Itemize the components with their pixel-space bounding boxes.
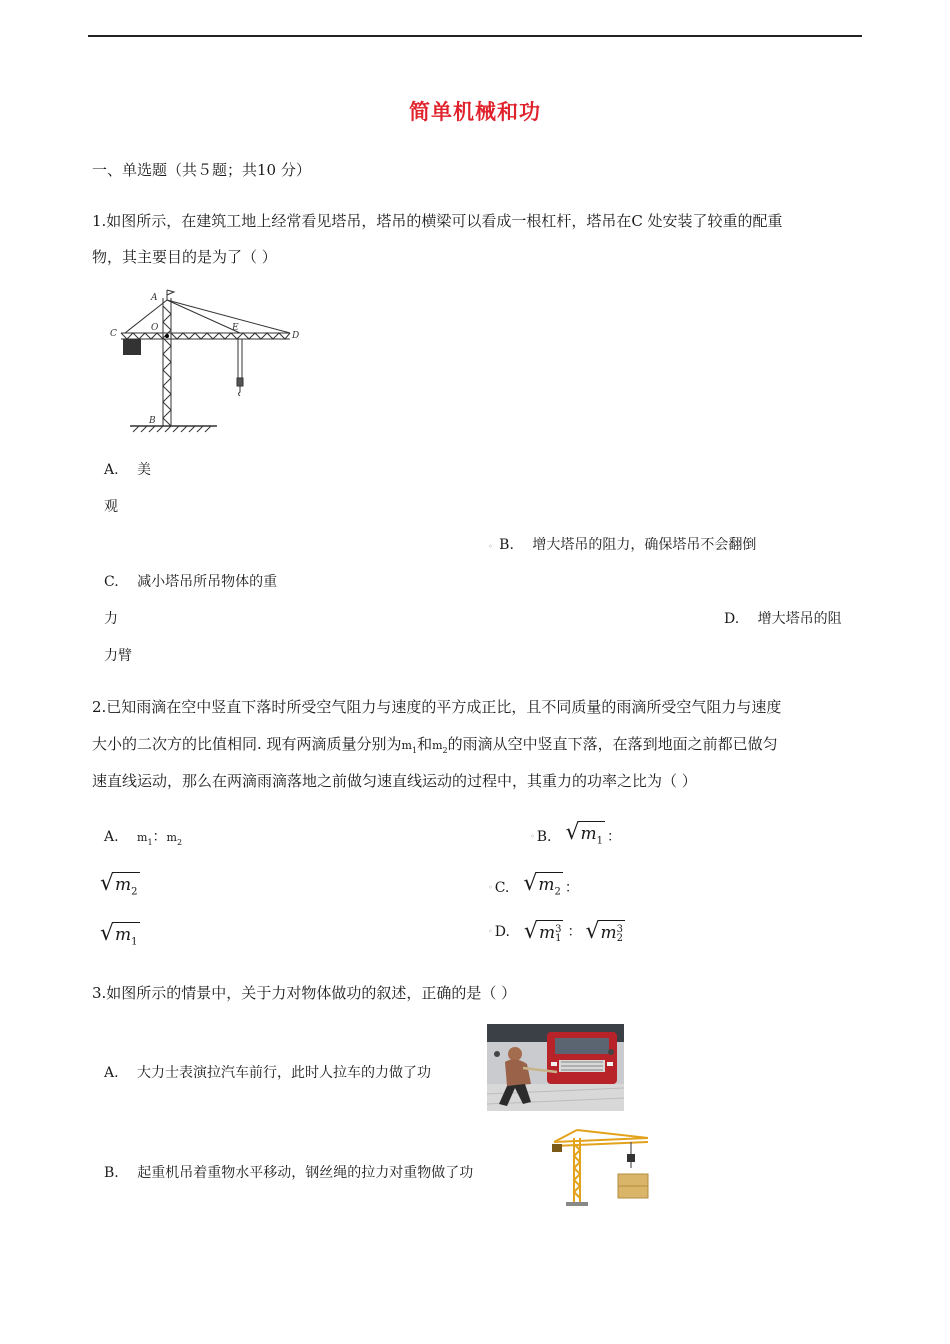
option-m1: m <box>137 831 148 844</box>
sqrt-m2: √ $m_2$ <box>523 872 563 903</box>
q1-stem-line2: 物，其主要目的是为了（ ） <box>92 248 277 266</box>
q1-option-d-wrap: 力臂 <box>104 648 132 664</box>
q1-option-b[interactable] <box>488 535 756 557</box>
sqrt-sub: 2 <box>131 886 138 898</box>
option-marker-icon: ◦ <box>530 831 535 841</box>
q2-stem-text: 的雨滴从空中竖直下落，在落到地面之前都已做匀 <box>447 735 778 753</box>
option-marker-icon: ◦ <box>488 882 493 892</box>
label-e: E <box>232 323 239 333</box>
sqrt-m1: √ $m_1$ <box>100 922 140 953</box>
q2-m1-sub: 1 <box>411 746 418 755</box>
option-label: D. <box>494 924 510 940</box>
option-m2: m <box>166 831 177 844</box>
sqrt-sub: 1 <box>555 932 562 944</box>
option-text: 美 <box>137 462 152 478</box>
sqrt-sub: 1 <box>596 835 603 847</box>
sqrt-m: m <box>600 923 617 943</box>
label-b: B <box>149 416 156 426</box>
sqrt-m: m <box>115 875 132 895</box>
option-label: D. <box>724 611 740 627</box>
q2-m2-sub: 2 <box>442 746 448 755</box>
q2-m2: m <box>432 739 443 752</box>
q2-option-c[interactable] <box>488 872 579 903</box>
option-label: B. <box>104 1165 119 1181</box>
option-text: 减小塔吊所吊物体的重 <box>137 574 278 590</box>
q1-stem-line1: 1.如图所示，在建筑工地上经常看见塔吊，塔吊的横梁可以看成一根杠杆，塔吊在C 处安装了较重的配重 <box>92 212 783 230</box>
label-a: A <box>151 293 158 303</box>
sqrt-m: m <box>538 875 555 895</box>
option-colon: ： <box>152 829 167 845</box>
q2-and: 和 <box>417 735 433 753</box>
sqrt-sup: 3 <box>555 923 562 935</box>
option-text: 增大塔吊的阻 <box>757 611 842 627</box>
sqrt-sub: 2 <box>554 886 561 898</box>
option-text: 起重机吊着重物水平移动，钢丝绳的拉力对重物做了功 <box>137 1165 474 1181</box>
crane-moving-box-image <box>546 1128 651 1210</box>
option-text: 增大塔吊的阻力，确保塔吊不会翻倒 <box>532 537 757 553</box>
option-label: A. <box>104 829 119 845</box>
sqrt-m1: √ $m_1$ <box>565 821 605 852</box>
page-title: 简单机械和功 <box>409 99 541 124</box>
sqrt-m2-cubed: √ m 3 2 <box>585 919 623 944</box>
q1-option-a-wrap: 观 <box>104 499 118 515</box>
q2-option-a[interactable] <box>104 827 182 853</box>
option-label: C. <box>104 574 119 590</box>
q3-stem: 3.如图所示的情景中，关于力对物体做功的叙述，正确的是（ ） <box>92 984 517 1002</box>
q1-option-a[interactable] <box>104 460 151 480</box>
q2-m1: m <box>401 739 412 752</box>
q1-option-c[interactable] <box>104 572 277 592</box>
option-label: A. <box>104 462 119 478</box>
sqrt-m: m <box>538 923 556 943</box>
option-marker-icon: ◦ <box>488 927 493 936</box>
option-m2-sub: 2 <box>176 838 183 847</box>
q1-option-c-wrap: 力 <box>104 611 118 627</box>
q2-stem-line1: 2.已知雨滴在空中竖直下落时所受空气阻力与速度的平方成正比，且不同质量的雨滴所受空气阻力与速度 <box>92 698 782 716</box>
option-colon: ： <box>564 879 579 896</box>
sqrt-sup: 3 <box>616 923 623 935</box>
sqrt-m: m <box>115 925 132 945</box>
label-o: O <box>151 323 159 333</box>
sqrt-sub: 2 <box>616 932 623 944</box>
sqrt-m1-cubed: √ m 3 1 <box>523 919 562 944</box>
q2-stem-line3: 速直线运动，那么在两滴雨滴落地之前做匀速直线运动的过程中，其重力的功率之比为（ ） <box>92 772 697 790</box>
q3-option-b[interactable] <box>104 1163 473 1183</box>
option-label: B. <box>536 828 552 845</box>
q2-option-c-cont <box>100 922 140 953</box>
q2-option-d[interactable] <box>488 920 625 944</box>
option-label: B. <box>499 537 514 553</box>
option-colon: ： <box>607 828 621 845</box>
q2-option-b[interactable] <box>530 821 621 852</box>
q3-option-a[interactable] <box>104 1063 431 1083</box>
sqrt-m2: √ $m_2$ <box>100 872 140 903</box>
section-heading: 一、单选题（共５题；共10 分） <box>92 161 311 179</box>
q2-option-b-cont <box>100 872 140 903</box>
option-marker-icon: ◦ <box>488 542 493 551</box>
strongman-pulling-truck-image <box>487 1024 624 1111</box>
option-label: C. <box>494 879 510 896</box>
option-label: A. <box>104 1065 119 1081</box>
option-colon: ： <box>567 924 582 940</box>
label-c: C <box>110 329 117 339</box>
option-text: 大力士表演拉汽车前行，此时人拉车的力做了功 <box>137 1065 432 1081</box>
option-m1-sub: 1 <box>147 838 153 847</box>
header-rule <box>88 35 862 37</box>
label-d: D <box>292 331 300 341</box>
tower-crane-figure <box>105 286 310 436</box>
q1-option-d[interactable] <box>724 609 842 629</box>
q2-stem-text: 大小的二次方的比值相同. 现有两滴质量分别为 <box>92 735 402 753</box>
sqrt-m: m <box>580 824 597 844</box>
q2-stem-line2 <box>92 734 778 761</box>
sqrt-sub: 1 <box>131 936 138 948</box>
